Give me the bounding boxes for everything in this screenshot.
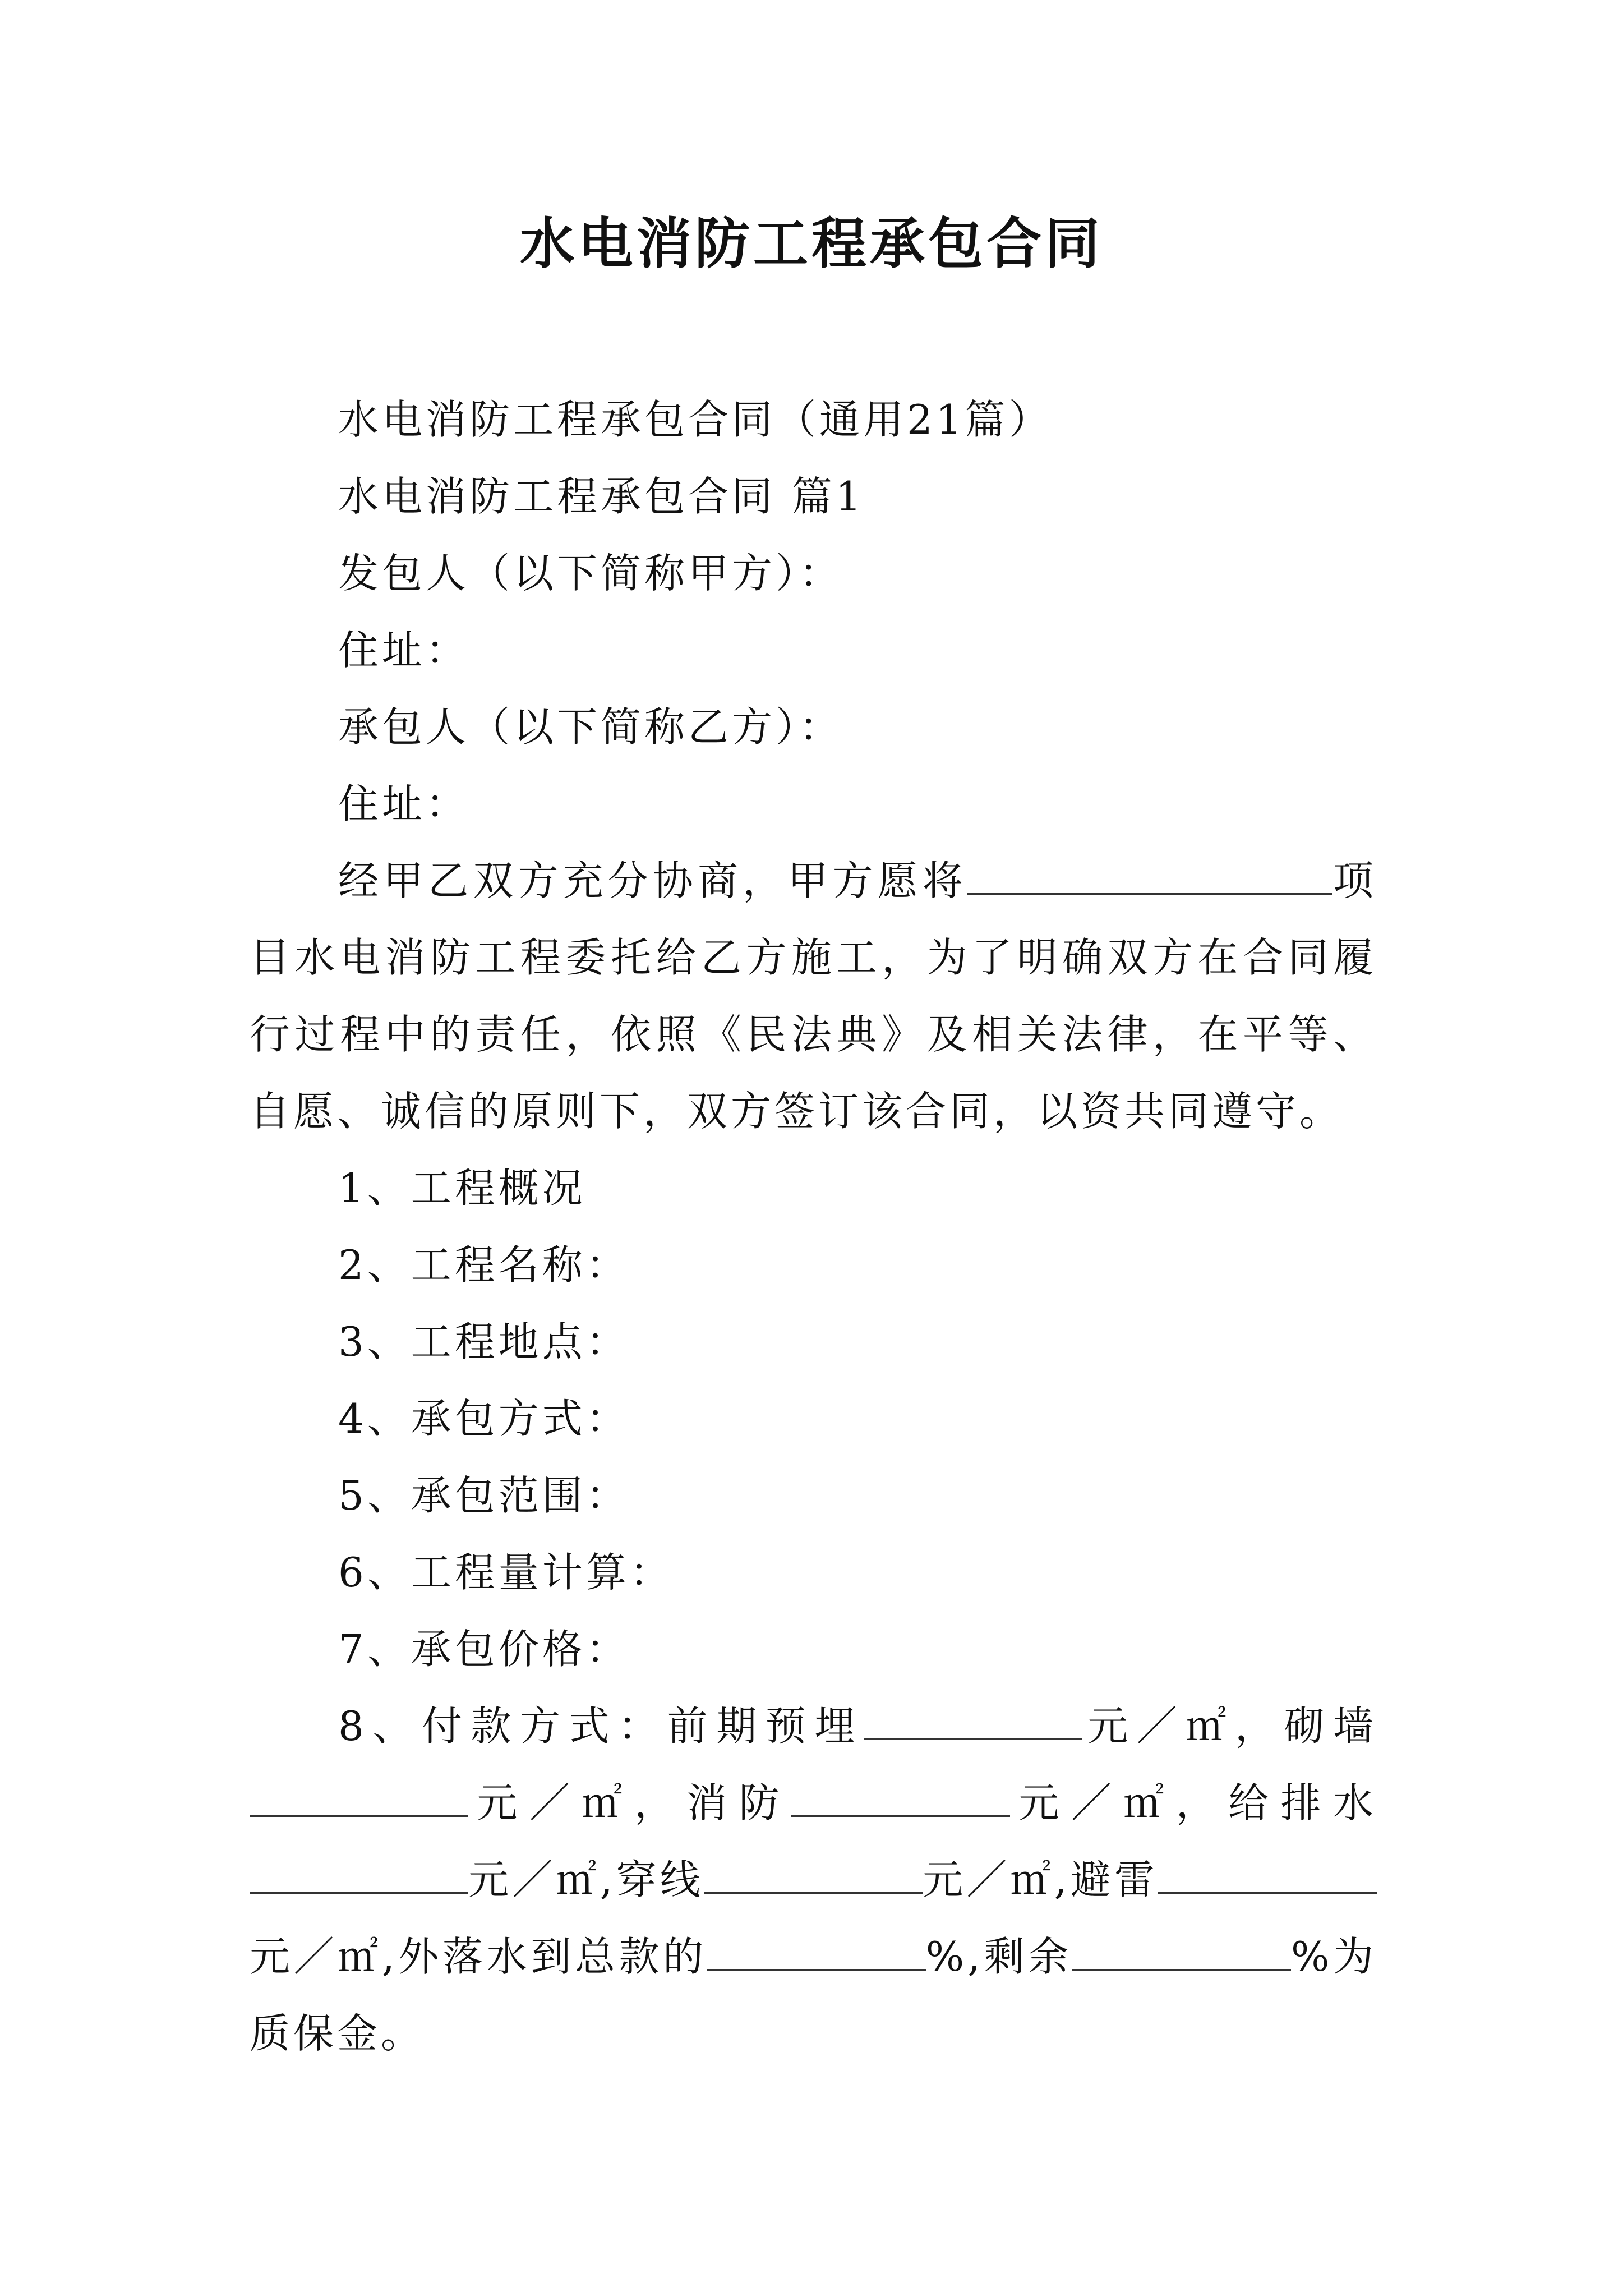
address-b-line: 住址： bbox=[338, 780, 470, 827]
item-4: 4、承包方式： bbox=[338, 1395, 630, 1442]
fire-label: 消防 bbox=[686, 1779, 791, 1826]
unit-label: 元／㎡， bbox=[1082, 1703, 1284, 1750]
unit-label: 元／㎡， bbox=[468, 1779, 687, 1826]
pre-embed-price-blank bbox=[864, 1696, 1082, 1740]
lightning-label: 避雷 bbox=[1070, 1856, 1158, 1903]
payment-lead: 8、付款方式：前期预埋 bbox=[338, 1703, 864, 1750]
item-1: 1、工程概况 bbox=[338, 1165, 586, 1212]
item-3: 3、工程地点： bbox=[338, 1318, 630, 1365]
unit-label: 元／㎡， bbox=[1009, 1779, 1229, 1826]
party-a-line: 发包人（以下简称甲方）： bbox=[338, 550, 843, 597]
item-6: 6、工程量计算： bbox=[338, 1549, 674, 1596]
address-a-line: 住址： bbox=[338, 627, 470, 674]
intro-text-1: 经甲乙双方充分协商，甲方愿将 bbox=[338, 857, 967, 904]
percent-rest-label: %,剩余 bbox=[925, 1933, 1072, 1980]
intro-paragraph bbox=[250, 843, 1377, 1150]
masonry-price-blank bbox=[250, 1773, 468, 1817]
plumbing-label: 给排水 bbox=[1228, 1779, 1377, 1826]
percent-blank bbox=[707, 1926, 926, 1971]
wiring-price-blank bbox=[704, 1849, 923, 1894]
payment-paragraph bbox=[250, 1688, 1377, 2072]
document-body bbox=[250, 381, 1377, 2072]
party-b-line: 承包人（以下简称乙方）： bbox=[338, 703, 843, 751]
item-7: 7、承包价格： bbox=[338, 1626, 630, 1673]
section-heading: 水电消防工程承包合同 篇1 bbox=[338, 473, 865, 520]
project-name-blank bbox=[967, 850, 1332, 895]
unit-label: 元／㎡, bbox=[923, 1856, 1071, 1903]
external-label: 外落水到总款的 bbox=[398, 1933, 707, 1980]
fire-price-blank bbox=[791, 1773, 1010, 1817]
lightning-price-blank bbox=[1158, 1849, 1377, 1894]
unit-label: 元／㎡, bbox=[250, 1933, 398, 1980]
retention-percent-blank bbox=[1072, 1926, 1291, 1971]
plumbing-price-blank bbox=[250, 1849, 468, 1894]
subtitle: 水电消防工程承包合同（通用21篇） bbox=[338, 396, 1053, 443]
intro-text-2: 项目水电消防工程委托给乙方施工，为了明确双方在合同履行过程中的责任，依照《民法典》及相关法律，在平等、自愿、诚信的原则下，双方签订该合同，以资共同遵守。 bbox=[250, 857, 1377, 1135]
wiring-label: 穿线 bbox=[616, 1856, 704, 1903]
payment-tail: %为质保金。 bbox=[250, 1933, 1377, 2057]
item-2: 2、工程名称： bbox=[338, 1241, 630, 1289]
item-5: 5、承包范围： bbox=[338, 1472, 630, 1519]
document-title: 水电消防工程承包合同 bbox=[519, 211, 1103, 276]
unit-label: 元／㎡, bbox=[468, 1856, 616, 1903]
masonry-label: 砌墙 bbox=[1284, 1703, 1377, 1750]
